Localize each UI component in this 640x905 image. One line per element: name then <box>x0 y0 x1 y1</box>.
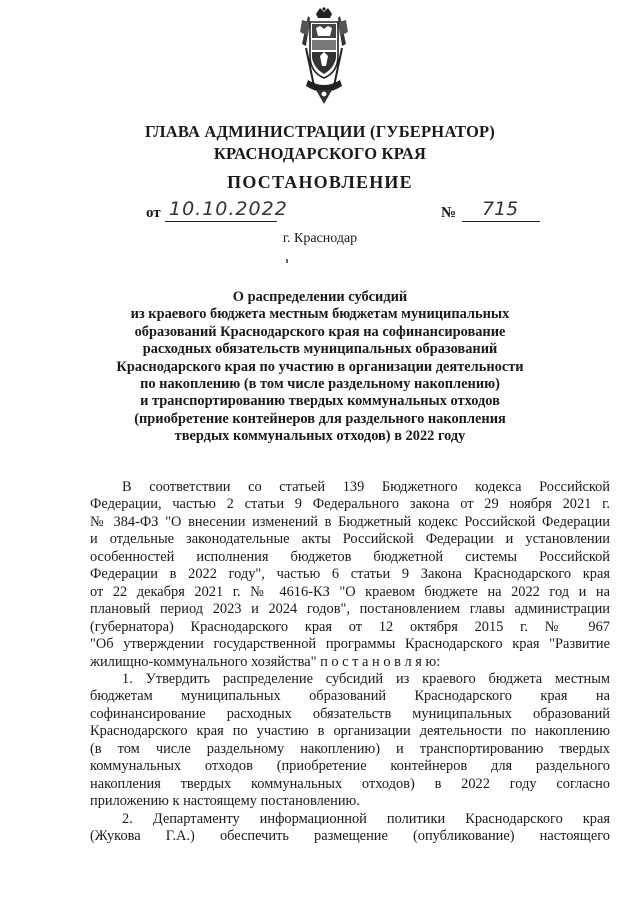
resolution-title <box>80 289 560 446</box>
scan-mark <box>286 259 288 263</box>
body-line: бюджетам муниципальных образований Краснодарского края на <box>90 688 610 705</box>
body-line: приложению к настоящему постановлению. <box>90 793 360 810</box>
date-prefix-label: от <box>146 205 161 221</box>
body-line: В соответствии со статьей 139 Бюджетного кодекса Российской <box>122 479 610 495</box>
body-line: коммунальных отходов (приобретение контейнеров для раздельного <box>90 758 610 775</box>
coat-of-arms-emblem <box>296 6 352 106</box>
body-line: (губернатора) Краснодарского края от 12 октября 2015 г. № 967 <box>90 618 610 635</box>
body-line: накопления твердых коммунальных отходов) в 2022 году согласно <box>90 775 610 792</box>
city-name: г. Краснодар <box>282 231 358 246</box>
paragraph-preamble <box>90 479 610 671</box>
handwritten-number: 715 <box>462 198 540 222</box>
body-line: от 22 декабря 2021 г. № 4616-КЗ "О краевом бюджете на 2022 год и на <box>90 583 610 600</box>
title-line: твердых коммунальных отходов) в 2022 году <box>174 428 466 445</box>
title-line: О распределении субсидий <box>232 289 408 305</box>
title-line: (приобретение контейнеров для раздельного накопления <box>134 410 506 427</box>
document-type-heading: ПОСТАНОВЛЕНИЕ <box>227 172 413 192</box>
authority-line-1: ГЛАВА АДМИНИСТРАЦИИ (ГУБЕРНАТОР) <box>145 122 495 141</box>
body-line: жилищно-коммунального хозяйства" п о с т а н о в л я ю: <box>90 653 441 670</box>
body-line: плановый период 2023 и 2024 годов", постановлением главы администрации <box>90 601 610 618</box>
body-line: "Об утверждении государственной программы Краснодарского края "Развитие <box>90 636 610 653</box>
body-line: особенностей исполнения бюджетов бюджетной системы Российской <box>90 548 610 565</box>
document-body <box>90 479 610 846</box>
number-prefix-label: № <box>441 205 457 221</box>
authority-line-2: КРАСНОДАРСКОГО КРАЯ <box>213 144 427 163</box>
body-line: (в том числе раздельному накоплению) и транспортированию твердых <box>90 740 610 757</box>
handwritten-date: 10.10.2022 <box>165 198 277 222</box>
title-line: и транспортированию твердых коммунальных отходов <box>140 393 500 410</box>
title-line: расходных обязательств муниципальных образований <box>142 341 498 358</box>
body-line: Федерации в 2022 году", частью 6 статьи 9 Закона Краснодарского края <box>90 566 610 583</box>
body-line: Краснодарского края по участию в организации деятельности по накоплению <box>90 723 610 740</box>
body-line: 2. Департаменту информационной политики Краснодарского края <box>122 810 610 827</box>
paragraph-item-2 <box>90 811 610 846</box>
title-line: по накоплению (в том числе раздельному накоплению) <box>140 376 500 393</box>
body-line: № 384-ФЗ "О внесении изменений в Бюджетный кодекс Российской Федерации <box>90 513 610 530</box>
title-line: образований Краснодарского края на софинансирование <box>134 323 506 340</box>
body-line: Федерации, частью 2 статьи 9 Федерального закона от 29 ноября 2021 г. <box>90 496 610 513</box>
date-number-line <box>0 199 640 225</box>
title-line: Краснодарского края по участию в организации деятельности <box>116 358 524 375</box>
body-line: и отдельные законодательные акты Российской Федерации и установлении <box>90 531 610 548</box>
issuing-authority <box>0 121 640 165</box>
paragraph-item-1 <box>90 671 610 811</box>
body-line: софинансирование расходных обязательств муниципальных образований <box>90 705 610 722</box>
body-line: (Жукова Г.А.) обеспечить размещение (опубликование) настоящего <box>90 828 610 845</box>
body-line: 1. Утвердить распределение субсидий из краевого бюджета местным <box>122 670 610 687</box>
title-line: из краевого бюджета местным бюджетам муниципальных <box>130 306 510 323</box>
